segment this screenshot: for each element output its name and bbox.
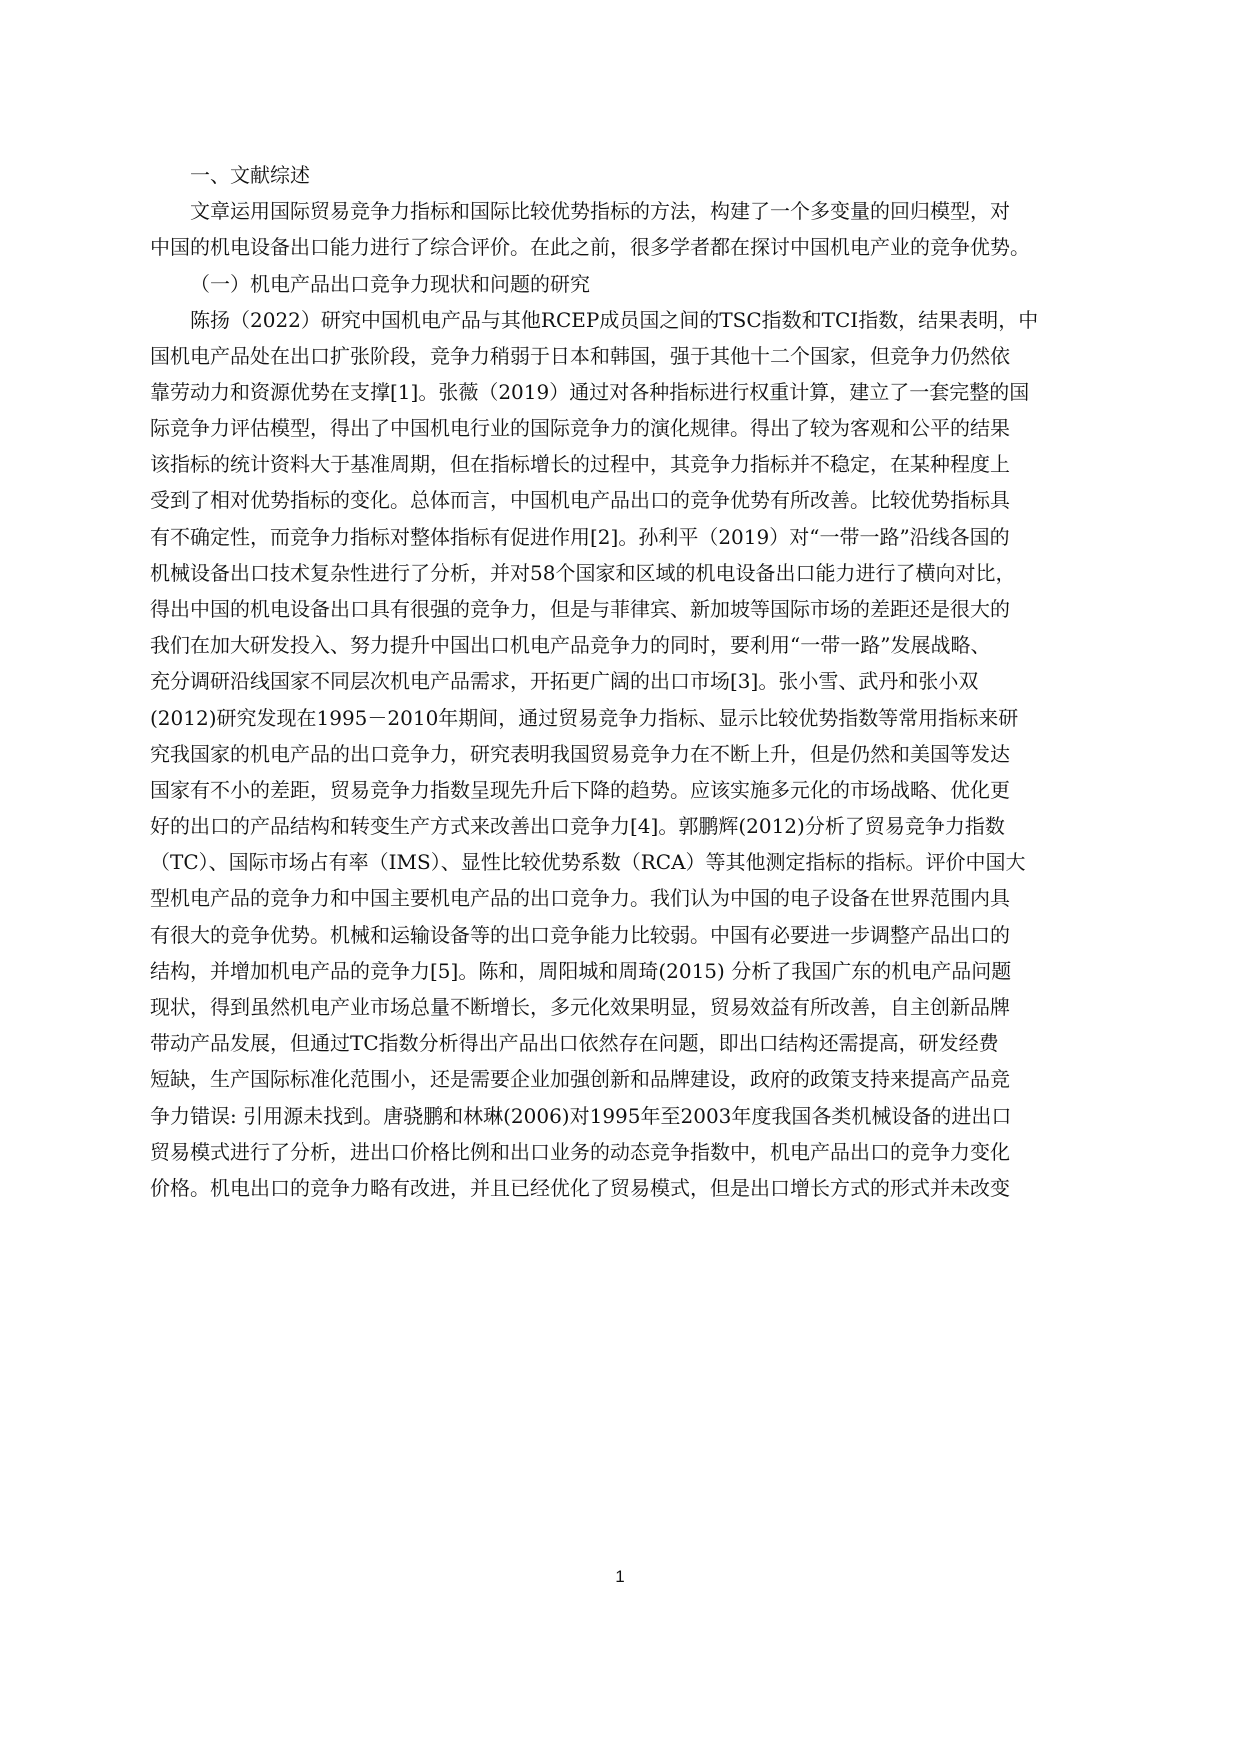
text-line: 现状，得到虽然机电产业市场总量不断增长，多元化效果明显，贸易效益有所改善，自主创新品牌 [150, 995, 1010, 1019]
text-line: 究我国家的机电产品的出口竞争力，研究表明我国贸易竞争力在不断上升，但是仍然和美国等发达 [150, 742, 1010, 766]
subsection-heading: （一）机电产品出口竞争力现状和问题的研究 [190, 272, 590, 296]
text-line: 中国的机电设备出口能力进行了综合评价。在此之前，很多学者都在探讨中国机电产业的竞争优势。 [150, 235, 1030, 259]
text-line: 好的出口的产品结构和转变生产方式来改善出口竞争力[4]。郭鹏辉(2012)分析了贸易竞争力指数 [150, 814, 1005, 838]
text-line: 得出中国的机电设备出口具有很强的竞争力，但是与菲律宾、新加坡等国际市场的差距还是很大的 [150, 597, 1010, 621]
text-line: 机械设备出口技术复杂性进行了分析，并对58个国家和区域的机电设备出口能力进行了横向对比， [150, 561, 1016, 585]
text-line: 价格。机电出口的竞争力略有改进，并且已经优化了贸易模式，但是出口增长方式的形式并未改变 [150, 1176, 1010, 1200]
text-line: 贸易模式进行了分析，进出口价格比例和出口业务的动态竞争指数中，机电产品出口的竞争力变化 [150, 1140, 1010, 1164]
text-line: 靠劳动力和资源优势在支撑[1]。张薇（2019）通过对各种指标进行权重计算，建立了一套完整的国 [150, 380, 1030, 404]
text-line: 该指标的统计资料大于基准周期，但在指标增长的过程中，其竞争力指标并不稳定，在某种程度上 [150, 452, 1010, 476]
text-line: （TC）、国际市场占有率（IMS）、显性比较优势系数（RCA）等其他测定指标的指标。评价中国大 [150, 850, 1026, 874]
text-line: 国机电产品处在出口扩张阶段，竞争力稍弱于日本和韩国，强于其他十二个国家，但竞争力仍然依 [150, 344, 1010, 368]
text-line: 陈扬（2022）研究中国机电产品与其他RCEP成员国之间的TSC指数和TCI指数，结果表明，中 [190, 308, 1039, 332]
text-line: 争力错误: 引用源未找到。唐骁鹏和林琳(2006)对1995年至2003年度我国各类机械设备的进出口 [150, 1104, 1012, 1128]
text-line: 充分调研沿线国家不同层次机电产品需求，开拓更广阔的出口市场[3]。张小雪、武丹和张小双 [150, 669, 979, 693]
text-line: 短缺，生产国际标准化范围小，还是需要企业加强创新和品牌建设，政府的政策支持来提高产品竞 [150, 1067, 1010, 1091]
text-line: 际竞争力评估模型，得出了中国机电行业的国际竞争力的演化规律。得出了较为客观和公平的结果 [150, 416, 1010, 440]
text-line: 我们在加大研发投入、努力提升中国出口机电产品竞争力的同时，要利用“一带一路”发展战略、 [150, 633, 991, 657]
text-line: 有很大的竞争优势。机械和运输设备等的出口竞争能力比较弱。中国有必要进一步调整产品出口的 [150, 923, 1010, 947]
text-line: 文章运用国际贸易竞争力指标和国际比较优势指标的方法，构建了一个多变量的回归模型，对 [190, 199, 1010, 223]
text-line: 有不确定性，而竞争力指标对整体指标有促进作用[2]。孙利平（2019）对“一带一路”沿线各国的 [150, 525, 1010, 549]
page-number: 1 [615, 1567, 625, 1586]
text-line: 受到了相对优势指标的变化。总体而言，中国机电产品出口的竞争优势有所改善。比较优势指标具 [150, 488, 1010, 512]
section-heading: 一、文献综述 [190, 163, 310, 187]
text-line: 国家有不小的差距，贸易竞争力指数呈现先升后下降的趋势。应该实施多元化的市场战略、优化更 [150, 778, 1010, 802]
text-line: 型机电产品的竞争力和中国主要机电产品的出口竞争力。我们认为中国的电子设备在世界范围内具 [150, 886, 1010, 910]
text-line: (2012)研究发现在1995－2010年期间，通过贸易竞争力指标、显示比较优势指数等常用指标来研 [150, 706, 1019, 730]
text-line: 带动产品发展，但通过TC指数分析得出产品出口依然存在问题，即出口结构还需提高，研发经费 [150, 1031, 999, 1055]
text-line: 结构，并增加机电产品的竞争力[5]。陈和，周阳城和周琦(2015) 分析了我国广东的机电产品问题 [150, 959, 1012, 983]
